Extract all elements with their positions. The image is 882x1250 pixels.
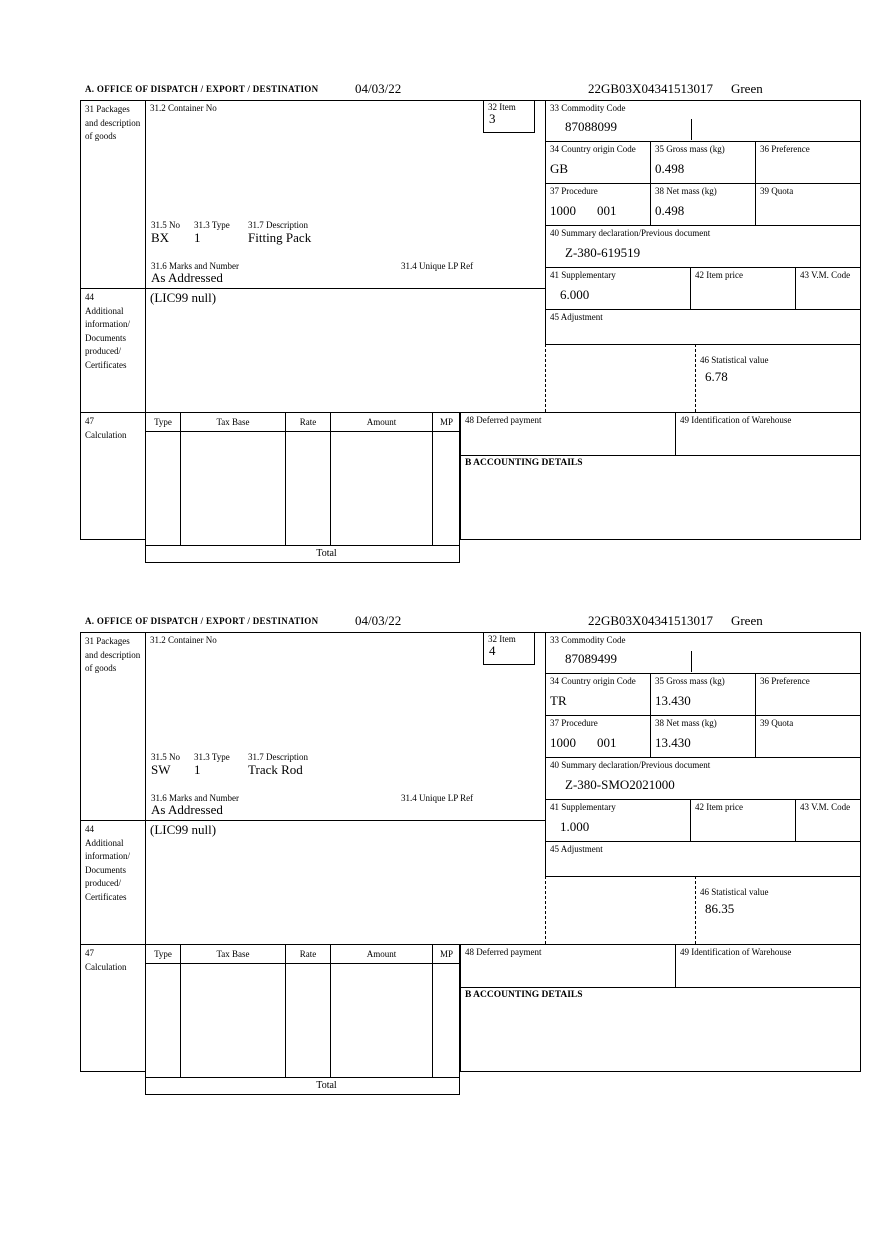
box40-previous-document-cell [545,757,860,799]
calc-mp-header: MP [439,417,453,427]
net-mass-value: 13.430 [655,735,691,750]
box31-7-description-label: 31.7 Description [248,752,308,762]
supplementary-units-value: 1.000 [560,819,590,834]
office-of-dispatch-label: A. OFFICE OF DISPATCH / EXPORT / DESTINATION [85,84,319,94]
box41-label: 41 Supplementary [550,802,616,812]
packages-description-value: Fitting Pack [248,230,312,245]
box48-label: 48 Deferred payment [465,415,542,425]
marks-and-number-label: 31.6 Marks and Number [151,261,239,271]
statistical-value: 86.35 [705,901,735,916]
summary-declaration-value: Z-380-SMO2021000 [565,777,675,792]
box37-label: 37 Procedure [550,186,598,196]
country-origin-value: GB [550,161,569,176]
packages-type-value: 1 [194,762,201,777]
commodity-code-value: 87088099 [565,119,617,134]
box33-commodity-cell [545,632,860,673]
supplementary-units-value: 6.000 [560,287,590,302]
calc-total-label: Total [316,548,337,559]
calc-total-row [145,1077,460,1095]
packages-type-value: 1 [194,230,201,245]
marks-and-number-label: 31.6 Marks and Number [151,793,239,803]
box36-preference-cell [755,141,860,183]
box37-procedure-cell [545,183,650,225]
box43-vm-code-cell [795,799,860,841]
box35-gross-mass-cell [650,141,755,183]
box39-label: 39 Quota [760,718,794,728]
box48-deferred-payment-cell [460,944,675,987]
box34-label: 34 Country origin Code [550,144,636,154]
form-bottom-border-right [460,539,861,540]
customs-declaration-item-block [80,80,861,564]
calc-tax-base-header: Tax Base [216,949,250,959]
additional-information-value: (LIC99 null) [150,290,217,305]
box39-quota-cell [755,183,860,225]
box46-statistical-value-cell [695,344,860,412]
box45-label: 45 Adjustment [550,844,603,854]
box46-label: 46 Statistical value [700,887,769,897]
movement-reference-number: 22GB03X04341513017 [588,81,713,96]
form-bottom-border-right [460,1071,861,1072]
procedure-code-value: 1000 [550,203,576,218]
movement-reference-number: 22GB03X04341513017 [588,613,713,628]
packages-no-value: BX [151,230,170,245]
calc-tax-base-header: Tax Base [216,417,250,427]
declaration-reference [588,81,763,97]
customs-declaration-item-block [80,612,861,1096]
container-no-label: 31.2 Container No [150,103,217,113]
box38-label: 38 Net mass (kg) [655,186,717,196]
box39-quota-cell [755,715,860,757]
box32-item-cell [483,100,535,133]
marks-and-number-value: As Addressed [151,270,223,285]
unique-lp-ref-label: 31.4 Unique LP Ref [401,793,474,803]
box49-warehouse-cell [675,944,860,987]
calc-total-label: Total [316,1080,337,1091]
box34-label: 34 Country origin Code [550,676,636,686]
box38-label: 38 Net mass (kg) [655,718,717,728]
summary-declaration-value: Z-380-619519 [565,245,641,260]
calc-amount-header: Amount [366,417,397,427]
additional-information-value: (LIC99 null) [150,822,217,837]
box39-label: 39 Quota [760,186,794,196]
box40-label: 40 Summary declaration/Previous document [550,760,711,770]
marks-and-number-value: As Addressed [151,802,223,817]
box47-number: 47 [85,948,94,958]
commodity-code-divider [691,119,692,140]
box44-value-cell [145,288,545,412]
box37-procedure-cell [545,715,650,757]
box48-deferred-payment-cell [460,412,675,455]
box47-label: Calculation [85,429,127,440]
calc-rate-header: Rate [299,417,317,427]
container-no-label: 31.2 Container No [150,635,217,645]
box32-label: 32 Item [488,102,516,112]
box42-label: 42 Item price [695,802,743,812]
form-bottom-border-left [80,539,145,540]
item-number-value: 4 [489,643,496,658]
block-header [80,80,861,100]
procedure-code-value: 1000 [550,735,576,750]
box45-label: 45 Adjustment [550,312,603,322]
calc-total-row [145,545,460,563]
box37-label: 37 Procedure [550,718,598,728]
box42-item-price-cell [690,267,795,309]
box31-label-cell [80,632,145,820]
box44-label: Additional information/ Documents produced/ Certificates [85,837,130,902]
box33-label: 33 Commodity Code [550,103,626,113]
box31-label-cell [80,100,145,288]
box42-label: 42 Item price [695,270,743,280]
unique-lp-ref-label: 31.4 Unique LP Ref [401,261,474,271]
box47-label-cell [80,944,145,1072]
item-number-value: 3 [489,111,496,126]
box46-label: 46 Statistical value [700,355,769,365]
box41-label: 41 Supplementary [550,270,616,280]
box43-label: 43 V.M. Code [800,802,851,812]
box38-net-mass-cell [650,715,755,757]
box44-number: 44 [85,824,94,834]
box31-label: 31 Packages and description of goods [85,636,141,673]
packages-no-value: SW [151,762,171,777]
box31-3-type-label: 31.3 Type [194,220,230,230]
accounting-details-cell [460,987,860,1072]
box48-label: 48 Deferred payment [465,947,542,957]
declaration-reference [588,613,763,629]
net-mass-value: 0.498 [655,203,685,218]
calc-rate-header: Rate [299,949,317,959]
box35-gross-mass-cell [650,673,755,715]
box34-country-origin-cell [545,673,650,715]
packages-description-value: Track Rod [248,762,303,777]
box46-spacer-cell [545,876,695,944]
box32-item-cell [483,632,535,665]
box36-label: 36 Preference [760,676,810,686]
box31-3-type-label: 31.3 Type [194,752,230,762]
accounting-details-label: B ACCOUNTING DETAILS [465,458,583,468]
box49-warehouse-cell [675,412,860,455]
box32-label: 32 Item [488,634,516,644]
box49-label: 49 Identification of Warehouse [680,947,792,957]
box43-vm-code-cell [795,267,860,309]
form-bottom-border-left [80,1071,145,1072]
box31-5-no-label: 31.5 No [151,220,180,230]
box31-label: 31 Packages and description of goods [85,104,141,141]
box34-country-origin-cell [545,141,650,183]
gross-mass-value: 0.498 [655,161,685,176]
accounting-details-label: B ACCOUNTING DETAILS [465,990,583,1000]
box33-label: 33 Commodity Code [550,635,626,645]
commodity-code-value: 87089499 [565,651,617,666]
office-of-dispatch-label: A. OFFICE OF DISPATCH / EXPORT / DESTINATION [85,616,319,626]
box47-label-cell [80,412,145,540]
statistical-value: 6.78 [705,369,728,384]
box40-label: 40 Summary declaration/Previous document [550,228,711,238]
box36-preference-cell [755,673,860,715]
form-right-border [860,632,861,1072]
block-header [80,612,861,632]
box33-commodity-cell [545,100,860,141]
box43-label: 43 V.M. Code [800,270,851,280]
box45-adjustment-cell [545,309,860,344]
declaration-date: 04/03/22 [355,613,402,628]
box40-previous-document-cell [545,225,860,267]
box35-label: 35 Gross mass (kg) [655,144,725,154]
box44-number: 44 [85,292,94,302]
box41-supplementary-cell [545,267,690,309]
box44-value-cell [145,820,545,944]
box46-spacer-cell [545,344,695,412]
declaration-date: 04/03/22 [355,81,402,96]
country-origin-value: TR [550,693,567,708]
calc-mp-header: MP [439,949,453,959]
box44-label-cell [80,288,145,412]
box49-label: 49 Identification of Warehouse [680,415,792,425]
form-right-border [860,100,861,540]
procedure-code-2-value: 001 [597,735,617,750]
box45-adjustment-cell [545,841,860,876]
box31-5-no-label: 31.5 No [151,752,180,762]
form-grid [80,632,861,1096]
box31-7-description-label: 31.7 Description [248,220,308,230]
calc-amount-header: Amount [366,949,397,959]
calc-header-divider [145,431,459,432]
accounting-details-cell [460,455,860,540]
calc-type-header: Type [154,949,172,959]
box47-label: Calculation [85,961,127,972]
calc-header-divider [145,963,459,964]
box44-label-cell [80,820,145,944]
gross-mass-value: 13.430 [655,693,691,708]
box35-label: 35 Gross mass (kg) [655,676,725,686]
calc-type-header: Type [154,417,172,427]
procedure-code-2-value: 001 [597,203,617,218]
box42-item-price-cell [690,799,795,841]
routing-status: Green [730,613,763,628]
commodity-code-divider [691,651,692,672]
form-grid [80,100,861,564]
box41-supplementary-cell [545,799,690,841]
routing-status: Green [730,81,763,96]
box44-label: Additional information/ Documents produced/ Certificates [85,305,130,370]
box38-net-mass-cell [650,183,755,225]
box47-number: 47 [85,416,94,426]
box36-label: 36 Preference [760,144,810,154]
box46-statistical-value-cell [695,876,860,944]
